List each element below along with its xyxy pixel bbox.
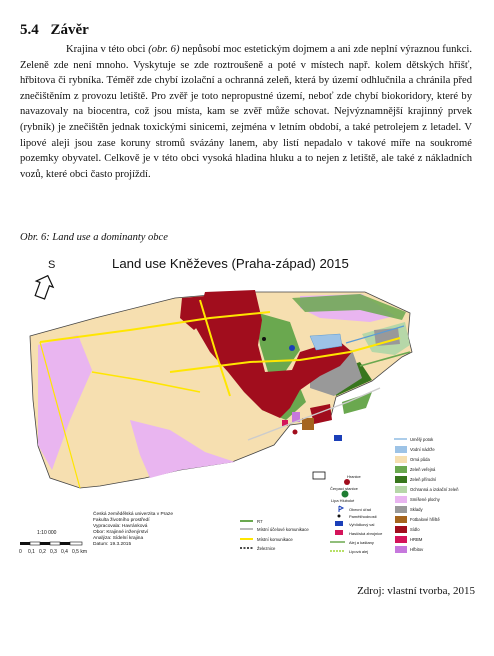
map-title: Land use Kněževes (Praha-západ) 2015 — [112, 256, 349, 271]
credit-line: Fakulta životního prostředí — [93, 518, 150, 523]
legend-label: Hranice — [347, 474, 361, 479]
legend-label: R7 — [257, 519, 263, 524]
legend-label: Lipová alej — [349, 549, 369, 554]
legend-label: Sídlo — [410, 527, 420, 532]
legend-label: Umělý potok — [410, 437, 434, 442]
north-arrow-icon — [31, 259, 56, 300]
legend-label: Ochranná a izolační zeleň — [410, 487, 459, 492]
legend-label: Hasičská zbrojnice — [349, 531, 383, 536]
legend-label: Vyhlídkový val — [349, 522, 375, 527]
paragraph-part-1: Krajina v této obci — [66, 44, 149, 55]
legend-label: Místní komunikace — [257, 537, 293, 542]
legend-label: Místní účelové komunikace — [257, 527, 309, 532]
legend-label: Fotbalové hřiště — [410, 517, 440, 522]
legend-label: Zeleň přírodní — [410, 477, 437, 482]
football-field — [302, 418, 314, 430]
credit-line: Datum: 19.3.2015 — [93, 542, 132, 547]
legend-landuse — [394, 437, 459, 553]
section-number: 5.4 — [20, 22, 39, 38]
credit-line: Česká zemědělská univerzita v Praze — [93, 512, 173, 517]
legend-lines — [240, 519, 309, 551]
legend-label: Vodní nádrže — [410, 447, 435, 452]
map-body — [30, 290, 412, 488]
figure-caption: Obr. 6: Land use a dominanty obce — [20, 232, 168, 243]
figure-source: Zdroj: vlastní tvorba, 2015 — [357, 585, 475, 597]
legend-label: Obecní úřad — [349, 507, 372, 512]
legend-label: Smíšené plochy — [410, 497, 440, 502]
credit-line: Vypracovala: Havránková — [93, 524, 148, 529]
legend-label: Zeleň veřejná — [410, 467, 436, 472]
scale-tick: 0,1 — [28, 549, 35, 555]
legend-label: Železnice — [257, 546, 276, 551]
scale-tick: 0,2 — [39, 549, 46, 555]
legend-label: HRBM — [410, 537, 423, 542]
section-title: Závěr — [50, 22, 89, 38]
legend-symbols — [313, 472, 383, 554]
legend-label: Hřbitov — [410, 547, 424, 552]
paragraph-part-2: nepůsobí moc estetickým dojmem a ani zde neplní výraznou funkci. Zeleně zde není mnoho. Vyskytuje se zde roztroušeně a poté v místech např. kolem dětských hřišť, hřbitova či rybníka. Téměř zde chybí izolační a ochranná zeleň, která by území odhlučnila a chránila před znečištěním z provozu letiště. Pro zvěř je toto nepropustné území, neboť zde chybí biokoridory, které by navazovaly na biocentra, což jsou místa, kam se zvěř může schovat. Nejvýznamnější krajinný prvek (rybník) je znečištěn jednak toxickými sinicemi, zejména v letním období, a také petrolejem z letadel. V lipové aleji jsou zase koruny stromů svázány lanem, aby listí nepadalo v takové míře na soukromé pozemky obyvatel. Celkově je v této obci vysoká hladina hluku a to nejen z letiště, ale také z nákladních vozů, které obci často projíždí. — [20, 44, 473, 180]
scale-ratio: 1:10 000 — [37, 530, 57, 536]
legend-label: Lipa Hluboké — [331, 498, 355, 503]
credit-line: Analýza: Sídelní krajina — [93, 536, 144, 541]
scale-tick: 0,4 — [61, 549, 68, 555]
map-credits — [93, 510, 173, 547]
credit-line: Obor: Krajinné inženýrství — [93, 530, 149, 535]
legend-label: Orná půda — [410, 457, 430, 462]
legend-label: Čerpací stanice — [330, 486, 358, 491]
scale-bar — [19, 530, 87, 555]
north-label: S — [48, 259, 56, 271]
scale-tick: 0,5 km — [72, 549, 88, 555]
scale-tick: 0 — [19, 549, 22, 555]
legend-label: Pamětihodnosti — [349, 514, 377, 519]
scale-tick: 0,3 — [50, 549, 57, 555]
figure-reference: (obr. 6) — [148, 44, 180, 55]
legend-label: Sklady — [410, 507, 423, 512]
legend-label: Alej a kaštany — [349, 540, 374, 545]
